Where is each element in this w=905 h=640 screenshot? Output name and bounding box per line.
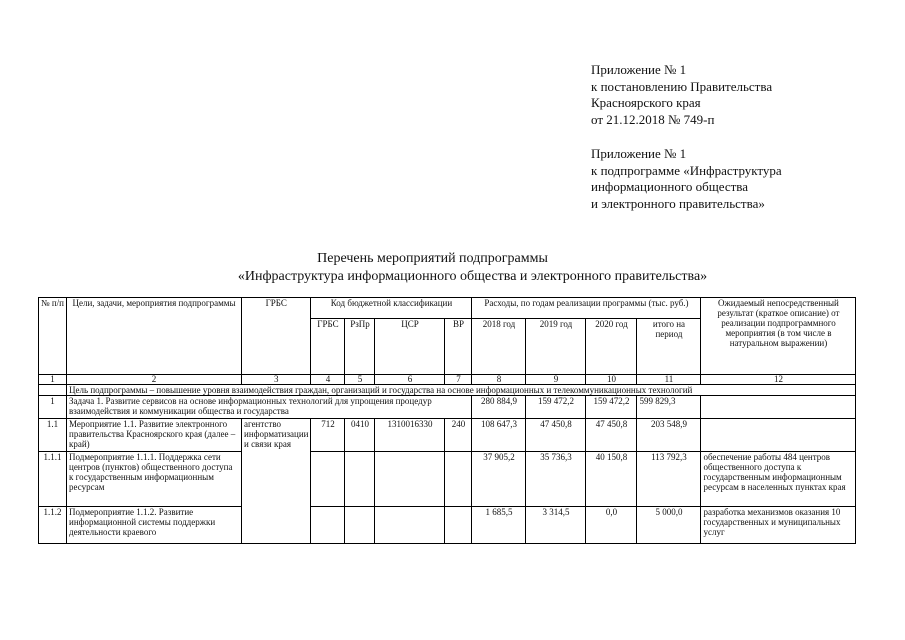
row-k-rzpr bbox=[345, 507, 375, 544]
col-number: 1 bbox=[39, 375, 67, 385]
header-kbk: Код бюджетной классификации bbox=[311, 298, 472, 319]
col-number: 12 bbox=[701, 375, 856, 385]
appendix-line: и электронного правительства» bbox=[591, 195, 765, 211]
header-k-rzpr: РзПр bbox=[345, 319, 375, 375]
header-k-grbs: ГРБС bbox=[311, 319, 345, 375]
goal-row bbox=[39, 385, 856, 396]
appendix-line: информационного общества bbox=[591, 179, 749, 194]
row-k-rzpr: 0410 bbox=[345, 419, 375, 452]
appendix-line: к постановлению Правительства bbox=[591, 78, 773, 94]
header-goals: Цели, задачи, мероприятия подпрограммы bbox=[67, 298, 242, 375]
row-2018: 1 685,5 bbox=[472, 507, 526, 544]
header-num: № п/п bbox=[39, 298, 67, 375]
row-2019: 47 450,8 bbox=[526, 419, 586, 452]
row-2019: 3 314,5 bbox=[526, 507, 586, 544]
document-subtitle: «Инфраструктура информационного общества и электронного правительства» bbox=[237, 269, 708, 284]
row-2020: 0,0 bbox=[586, 507, 637, 544]
row-k-csr bbox=[375, 507, 445, 544]
row-k-vr: 240 bbox=[445, 419, 472, 452]
col-number: 9 bbox=[526, 375, 586, 385]
row-name: Подмероприятие 1.1.1. Поддержка сети центров (пунктов) общественного доступа к государственным информационным ресурсам bbox=[67, 452, 242, 507]
header-2018: 2018 год bbox=[472, 319, 526, 375]
row-num: 1 bbox=[39, 396, 67, 419]
col-number: 3 bbox=[242, 375, 311, 385]
row-result: обеспечение работы 484 центров общественного доступа к государственным информационным ресурсам в населенных пунктах края bbox=[701, 452, 856, 507]
row-2019: 35 736,3 bbox=[526, 452, 586, 507]
row-k-csr: 1310016330 bbox=[375, 419, 445, 452]
table-row bbox=[39, 507, 856, 544]
document-title: Перечень мероприятий подпрограммы bbox=[317, 251, 548, 266]
appendix-line: Красноярского края bbox=[591, 95, 701, 110]
appendix-line: Приложение № 1 bbox=[591, 146, 687, 161]
appendix-line: к подпрограмме «Инфраструктура bbox=[591, 162, 782, 178]
header-2019: 2019 год bbox=[526, 319, 586, 375]
header-expenses: Расходы, по годам реализации программы (тыс. руб.) bbox=[472, 298, 701, 319]
header-result: Ожидаемый непосредственный результат (краткое описание) от реализации подпрограммного мероприятия (в том числе в натуральном выражении) bbox=[701, 298, 856, 375]
row-2018: 280 884,9 bbox=[472, 396, 526, 419]
col-number: 8 bbox=[472, 375, 526, 385]
table-row bbox=[39, 396, 856, 419]
column-numbers-row bbox=[39, 375, 856, 385]
table-row bbox=[39, 419, 856, 452]
row-2020: 159 472,2 bbox=[586, 396, 637, 419]
row-2018: 37 905,2 bbox=[472, 452, 526, 507]
row-result bbox=[701, 419, 856, 452]
col-number: 6 bbox=[375, 375, 445, 385]
measures-table bbox=[38, 297, 856, 544]
header-k-vr: ВР bbox=[445, 319, 472, 375]
row-num: 1.1.1 bbox=[39, 452, 67, 507]
row-2020: 40 150,8 bbox=[586, 452, 637, 507]
row-num: 1.1 bbox=[39, 419, 67, 452]
row-total: 113 792,3 bbox=[637, 452, 701, 507]
row-result: разработка механизмов оказания 10 государственных и муниципальных услуг bbox=[701, 507, 856, 544]
row-k-grbs: 712 bbox=[311, 419, 345, 452]
col-number: 11 bbox=[637, 375, 701, 385]
row-name: Задача 1. Развитие сервисов на основе информационных технологий для упрощения процедур взаимодействия и коммуникации общества и государства bbox=[67, 396, 472, 419]
header-total: итого на период bbox=[637, 319, 701, 375]
row-k-rzpr bbox=[345, 452, 375, 507]
row-2018: 108 647,3 bbox=[472, 419, 526, 452]
row-k-csr bbox=[375, 452, 445, 507]
row-result bbox=[701, 396, 856, 419]
header-grbs: ГРБС bbox=[242, 298, 311, 375]
appendix-line: от 21.12.2018 № 749-п bbox=[591, 111, 715, 127]
col-number: 5 bbox=[345, 375, 375, 385]
col-number: 4 bbox=[311, 375, 345, 385]
row-total: 599 829,3 bbox=[637, 396, 701, 419]
col-number: 10 bbox=[586, 375, 637, 385]
appendix-line: Приложение № 1 bbox=[591, 62, 687, 77]
col-number: 7 bbox=[445, 375, 472, 385]
row-grbs: агентство информатизации и связи края bbox=[242, 419, 311, 544]
row-k-vr bbox=[445, 452, 472, 507]
col-number: 2 bbox=[67, 375, 242, 385]
appendix-subprogram bbox=[591, 146, 782, 212]
row-name: Мероприятие 1.1. Развитие электронного правительства Красноярского края (далее – край) bbox=[67, 419, 242, 452]
row-k-grbs bbox=[311, 507, 345, 544]
row-k-grbs bbox=[311, 452, 345, 507]
row-2020: 47 450,8 bbox=[586, 419, 637, 452]
row-2019: 159 472,2 bbox=[526, 396, 586, 419]
row-total: 203 548,9 bbox=[637, 419, 701, 452]
row-num: 1.1.2 bbox=[39, 507, 67, 544]
row-k-vr bbox=[445, 507, 472, 544]
table-row bbox=[39, 452, 856, 507]
goal-text: Цель подпрограммы – повышение уровня взаимодействия граждан, организаций и государства на основе информационных и телекоммуникационных технологий bbox=[67, 385, 856, 396]
appendix-resolution bbox=[591, 62, 772, 128]
header-2020: 2020 год bbox=[586, 319, 637, 375]
header-k-csr: ЦСР bbox=[375, 319, 445, 375]
row-total: 5 000,0 bbox=[637, 507, 701, 544]
row-name: Подмероприятие 1.1.2. Развитие информационной системы поддержки деятельности краевого bbox=[67, 507, 242, 544]
